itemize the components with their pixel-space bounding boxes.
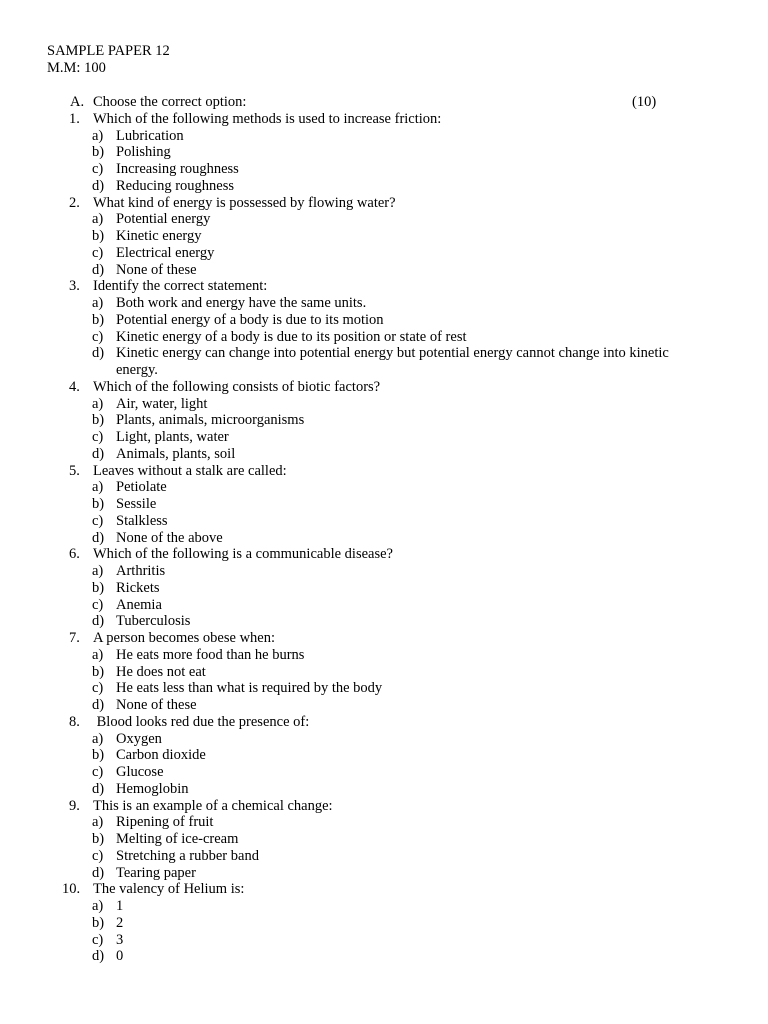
paper-title: SAMPLE PAPER 12 [47, 43, 170, 59]
question [0, 195, 768, 212]
answer-option [0, 848, 768, 865]
option-letter: c) [92, 931, 104, 948]
option-letter: a) [92, 563, 104, 579]
option-letter: b) [92, 412, 105, 429]
answer-option [0, 865, 768, 882]
option-letter: b) [92, 663, 105, 680]
option-letter: d) [92, 345, 105, 362]
question-list [0, 111, 768, 965]
question [0, 111, 768, 128]
answer-option [0, 144, 768, 161]
option-text: He eats more food than he burns [116, 646, 305, 663]
option-letter: a) [92, 127, 104, 144]
answer-option [0, 161, 768, 178]
option-letter: c) [92, 244, 104, 261]
option-letter: c) [92, 328, 104, 345]
question-text: Which of the following methods is used to increase friction: [93, 110, 442, 127]
question [0, 278, 768, 295]
question-text: Leaves without a stalk are called: [93, 462, 287, 479]
option-text: Carbon dioxide [116, 747, 206, 764]
option-text: Ripening of fruit [116, 814, 214, 831]
question-number: 7. [69, 630, 80, 646]
answer-option [0, 429, 768, 446]
option-text: He does not eat [116, 663, 206, 680]
question-number: 6. [69, 546, 80, 563]
section-heading [0, 94, 768, 111]
option-letter: c) [92, 512, 104, 529]
option-letter: a) [92, 295, 104, 311]
question-text: A person becomes obese when: [93, 630, 276, 646]
option-text: Kinetic energy can change into potential energy but potential energy cannot change into kinetic energy. [116, 345, 669, 378]
option-letter: d) [92, 177, 105, 194]
answer-option [0, 228, 768, 245]
answer-option [0, 664, 768, 681]
option-text: Polishing [116, 144, 171, 161]
option-letter: d) [92, 948, 105, 965]
option-text: Stalkless [116, 512, 168, 529]
option-letter: d) [92, 697, 105, 713]
question-number: 8. [69, 713, 80, 730]
option-text: 3 [116, 931, 124, 948]
option-text: Kinetic energy of a body is due to its position or state of rest [116, 328, 467, 345]
answer-option [0, 446, 768, 463]
question [0, 630, 768, 647]
question-text: The valency of Helium is: [93, 881, 245, 898]
option-text: He eats less than what is required by the body [116, 680, 383, 697]
answer-option [0, 747, 768, 764]
option-letter: d) [92, 780, 105, 797]
question [0, 379, 768, 396]
option-text: Rickets [116, 579, 160, 596]
option-letter: c) [92, 429, 104, 445]
document-header [47, 43, 170, 77]
option-text: 0 [116, 948, 124, 965]
option-text: Both work and energy have the same units. [116, 295, 367, 311]
answer-option [0, 211, 768, 228]
option-letter: b) [92, 144, 105, 161]
answer-option [0, 597, 768, 614]
option-text: Lubrication [116, 127, 184, 144]
answer-option [0, 613, 768, 630]
answer-option [0, 647, 768, 664]
option-text: Increasing roughness [116, 161, 239, 177]
answer-option [0, 262, 768, 279]
option-letter: c) [92, 847, 104, 864]
option-letter: a) [92, 395, 104, 412]
option-text: Potential energy of a body is due to its motion [116, 311, 384, 328]
question-number: 5. [69, 462, 80, 479]
option-text: Anemia [116, 596, 162, 613]
answer-option [0, 329, 768, 346]
answer-option [0, 898, 768, 915]
option-text: Potential energy [116, 211, 211, 228]
question [0, 463, 768, 480]
answer-option [0, 948, 768, 965]
question-number: 9. [69, 797, 80, 814]
option-letter: b) [92, 914, 105, 931]
option-text: Hemoglobin [116, 780, 189, 797]
answer-option [0, 680, 768, 697]
option-letter: d) [92, 613, 105, 630]
option-letter: d) [92, 445, 105, 462]
section-instruction: Choose the correct option: [93, 94, 247, 110]
option-text: Petiolate [116, 479, 167, 496]
option-text: None of these [116, 261, 197, 278]
option-letter: b) [92, 496, 105, 512]
option-text: None of these [116, 697, 197, 713]
option-text: Kinetic energy [116, 228, 202, 244]
question [0, 546, 768, 563]
answer-option [0, 513, 768, 530]
answer-option [0, 178, 768, 195]
option-letter: a) [92, 211, 104, 228]
answer-option [0, 697, 768, 714]
option-letter: a) [92, 646, 104, 663]
answer-option [0, 412, 768, 429]
option-text: Tearing paper [116, 864, 196, 881]
question-text: Identify the correct statement: [93, 278, 268, 295]
option-text: Glucose [116, 764, 164, 780]
max-marks: M.M: 100 [47, 60, 106, 76]
question-number: 3. [69, 278, 80, 295]
answer-option [0, 396, 768, 413]
question [0, 714, 768, 731]
answer-option [0, 479, 768, 496]
answer-option [0, 932, 768, 949]
option-letter: b) [92, 831, 105, 847]
answer-option [0, 530, 768, 547]
question-text: What kind of energy is possessed by flowing water? [93, 194, 396, 211]
answer-option [0, 496, 768, 513]
answer-option [0, 563, 768, 580]
option-text: Stretching a rubber band [116, 847, 259, 864]
option-letter: a) [92, 479, 104, 496]
option-letter: c) [92, 680, 104, 697]
question-text: Which of the following consists of biotic factors? [93, 378, 381, 395]
answer-option [0, 295, 768, 312]
option-text: 1 [116, 898, 124, 914]
option-text: None of the above [116, 529, 223, 546]
answer-option [0, 831, 768, 848]
option-text: Melting of ice-cream [116, 831, 239, 847]
question [0, 798, 768, 815]
option-letter: c) [92, 161, 104, 177]
question-text: Blood looks red due the presence of: [93, 713, 310, 730]
answer-option [0, 128, 768, 145]
option-letter: a) [92, 814, 104, 831]
option-letter: d) [92, 529, 105, 546]
option-text: Tuberculosis [116, 613, 191, 630]
option-text: Light, plants, water [116, 429, 229, 445]
section-letter: A. [70, 94, 85, 110]
section-marks: (10) [632, 94, 657, 110]
option-text: Arthritis [116, 563, 166, 579]
answer-option [0, 781, 768, 798]
question-number: 1. [69, 110, 80, 127]
option-letter: d) [92, 261, 105, 278]
option-letter: b) [92, 747, 105, 764]
question-number: 10. [62, 881, 81, 898]
option-letter: a) [92, 898, 104, 914]
answer-option [0, 814, 768, 831]
option-text: Air, water, light [116, 395, 208, 412]
question-text: This is an example of a chemical change: [93, 797, 333, 814]
option-letter: d) [92, 864, 105, 881]
answer-option [0, 580, 768, 597]
option-letter: b) [92, 228, 105, 244]
question-text: Which of the following is a communicable disease? [93, 546, 393, 563]
answer-option [0, 345, 768, 379]
answer-option [0, 312, 768, 329]
question [0, 881, 768, 898]
answer-option [0, 245, 768, 262]
option-letter: b) [92, 579, 105, 596]
answer-option [0, 915, 768, 932]
option-text: Oxygen [116, 730, 162, 747]
option-text: Reducing roughness [116, 177, 234, 194]
option-text: Animals, plants, soil [116, 445, 236, 462]
option-text: Electrical energy [116, 244, 215, 261]
option-text: Plants, animals, microorganisms [116, 412, 305, 429]
answer-option [0, 731, 768, 748]
option-letter: a) [92, 730, 104, 747]
option-letter: c) [92, 764, 104, 780]
question-number: 2. [69, 194, 80, 211]
question-number: 4. [69, 378, 80, 395]
option-text: Sessile [116, 496, 157, 512]
option-letter: b) [92, 311, 105, 328]
option-text: 2 [116, 914, 124, 931]
option-letter: c) [92, 596, 104, 613]
answer-option [0, 764, 768, 781]
